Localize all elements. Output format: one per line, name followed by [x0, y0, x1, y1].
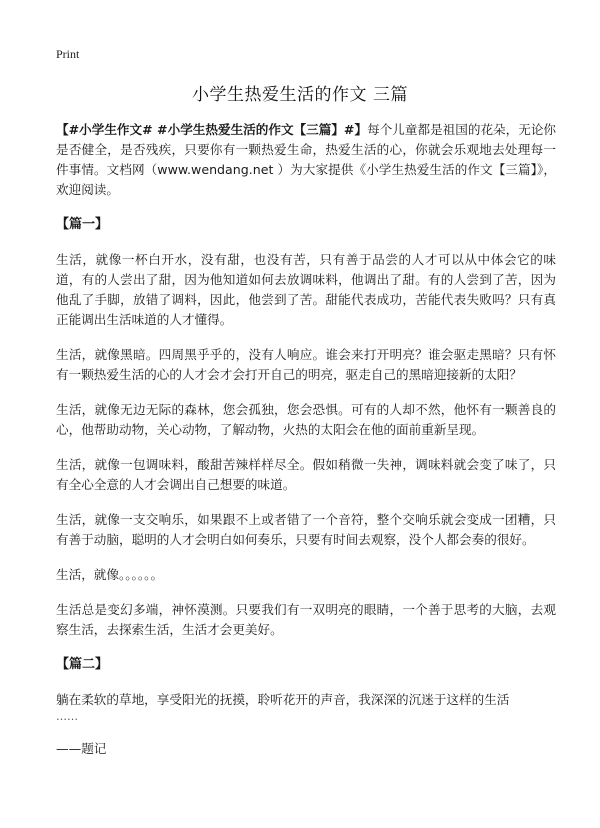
paragraph: 生活，就像无边无际的森林，您会孤独，您会恐惧。可有的人却不然，他怀有一颗善良的心，他帮助动物，关心动物，了解动物，火热的太阳会在他的面前重新呈现。 — [56, 402, 556, 437]
print-label: Print — [56, 47, 80, 61]
intro-paragraph — [56, 120, 556, 200]
epigraph-signature: ——题记 — [56, 741, 107, 756]
intro-body: 每个儿童都是祖国的花朵，无论你是否健全，是否残疾，只要你有一颗热爱生命，热爱生活的心，你就会乐观地去处理每一件事情。文档网（www.wendang.net ）为大家提供《小学生热爱生活的作文【三篇】》，欢迎阅读。 — [56, 122, 557, 197]
ellipsis: …… — [56, 710, 78, 723]
intro-lead: 【#小学生作文# #小学生热爱生活的作文【三篇】#】 — [56, 122, 368, 137]
article-body — [56, 120, 556, 774]
paragraph: 生活，就像一支交响乐，如果跟不上或者错了一个音符，整个交响乐就会变成一团糟，只有善于动脑，聪明的人才会明白如何奏乐，只要有时间去观察，没个人都会奏的很好。 — [56, 512, 556, 547]
section-two-heading: 【篇二】 — [56, 657, 109, 672]
section-two-first-line: 躺在柔软的草地，享受阳光的抚摸，聆听花开的声音，我深深的沉迷于这样的生活 — [56, 692, 510, 707]
paragraph: 生活，就像黑暗。四周黑乎乎的，没有人响应。谁会来打开明亮？谁会驱走黑暗？只有怀有一颗热爱生活的心的人才会才会打开自己的明亮，驱走自己的黑暗迎接新的太阳？ — [56, 347, 556, 382]
section-one-heading: 【篇一】 — [56, 217, 109, 232]
paragraph: 生活，就像。。。。。。 — [56, 567, 164, 582]
paragraph: 生活，就像一杯白开水，没有甜，也没有苦，只有善于品尝的人才可以从中体会它的味道，有的人尝出了甜，因为他知道如何去放调味料，他调出了甜。有的人尝到了苦，因为他乱了手脚，放错了调料，因此，他尝到了苦。甜能代表成功，苦能代表失败吗？只有真正能调出生活味道的人才懂得。 — [56, 252, 556, 327]
paragraph: 生活，就像一包调味料，酸甜苦辣样样尽全。假如稍微一失神，调味料就会变了味了，只有全心全意的人才会调出自己想要的味道。 — [56, 457, 556, 492]
paragraph: 生活总是变幻多端，神怀漠测。只要我们有一双明亮的眼睛，一个善于思考的大脑，去观察生活，去探索生活，生活才会更美好。 — [56, 602, 556, 637]
page-title: 小学生热爱生活的作文 三篇 — [192, 85, 408, 105]
